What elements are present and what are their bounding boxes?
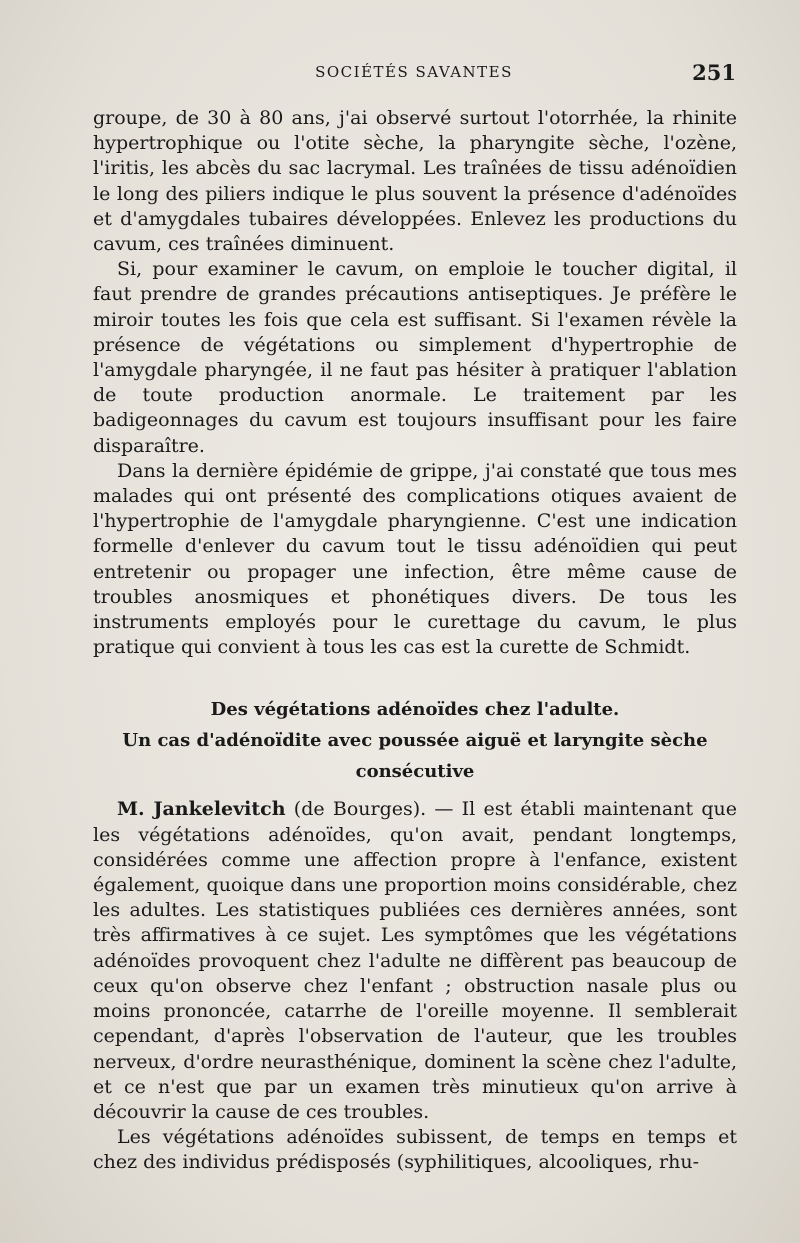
paragraph: Dans la dernière épidémie de grippe, j'ai constaté que tous mes malades qui ont présenté des complications otiques avaient de l'hypertrophie de l'amygdale pharyngienne. C'est une indication formelle d'enlever du cavum tout le tissu adénoïdien qui peut entretenir ou propager une infection, être même cause de troubles anosmiques et phonétiques divers. De tous les instruments employés pour le curettage du cavum, le plus pratique qui convient à tous les cas est la curette de Schmidt. (93, 459, 737, 659)
section-body (93, 797, 737, 1175)
page-header (92, 60, 736, 88)
paragraph: Si, pour examiner le cavum, on emploie le toucher digital, il faut prendre de grandes précautions antiseptiques. Je préfère le miroir toutes les fois que cela est suffisant. Si l'examen révèle la présence de végétations ou simplement d'hypertrophie de l'amygdale pharyngée, il ne faut pas hésiter à pratiquer l'ablation de toute production anormale. Le traitement par les badigeonnages du cavum est toujours insuffisant pour les faire disparaître. (93, 258, 737, 457)
author-name: M. Jankelevitch (117, 798, 286, 821)
body-text (93, 106, 737, 1176)
paragraph: groupe, de 30 à 80 ans, j'ai observé surtout l'otorrhée, la rhinite hypertrophique ou l'otite sèche, la pharyngite sèche, l'ozène, l'iritis, les abcès du sac lacrymal. Les traînées de tissu adénoïdien le long des piliers indique le plus souvent la présence d'adénoïdes et d'amygdales tubaires développées. Enlevez les productions du cavum, ces traînées diminuent. (93, 107, 737, 256)
section-subtitle: Un cas d'adénoïdite avec poussée aiguë et laryngite sèche (122, 730, 708, 752)
section-subtitle-continuation: consécutive (355, 761, 475, 783)
page-number: 251 (692, 60, 736, 85)
paragraph (93, 797, 737, 1125)
section-heading (93, 694, 737, 787)
section-title: Des végétations adénoïdes chez l'adulte. (210, 699, 620, 721)
paragraph: Les végétations adénoïdes subissent, de temps en temps et chez des individus prédisposés (syphilitiques, alcooliques, rhu- (93, 1126, 737, 1174)
running-head: SOCIÉTÉS SAVANTES (315, 63, 513, 81)
paragraph-text: (de Bourges). — Il est établi maintenant que les végétations adénoïdes, qu'on avait, pendant longtemps, considérées comme une affection propre à l'enfance, existent également, quoique dans une proportion moins considérable, chez les adultes. Les statistiques publiées ces dernières années, sont très affirmatives à ce sujet. Les symptômes que les végétations adénoïdes provoquent chez l'adulte ne diffèrent pas beaucoup de ceux qu'on observe chez l'enfant ; obstruction nasale plus ou moins prononcée, catarrhe de l'oreille moyenne. Il semblerait cependant, d'après l'observation de l'auteur, que les troubles nerveux, d'ordre neurasthénique, dominent la scène chez l'adulte, et ce n'est que par un examen très minutieux qu'on arrive à découvrir la cause de ces troubles. (93, 798, 737, 1123)
